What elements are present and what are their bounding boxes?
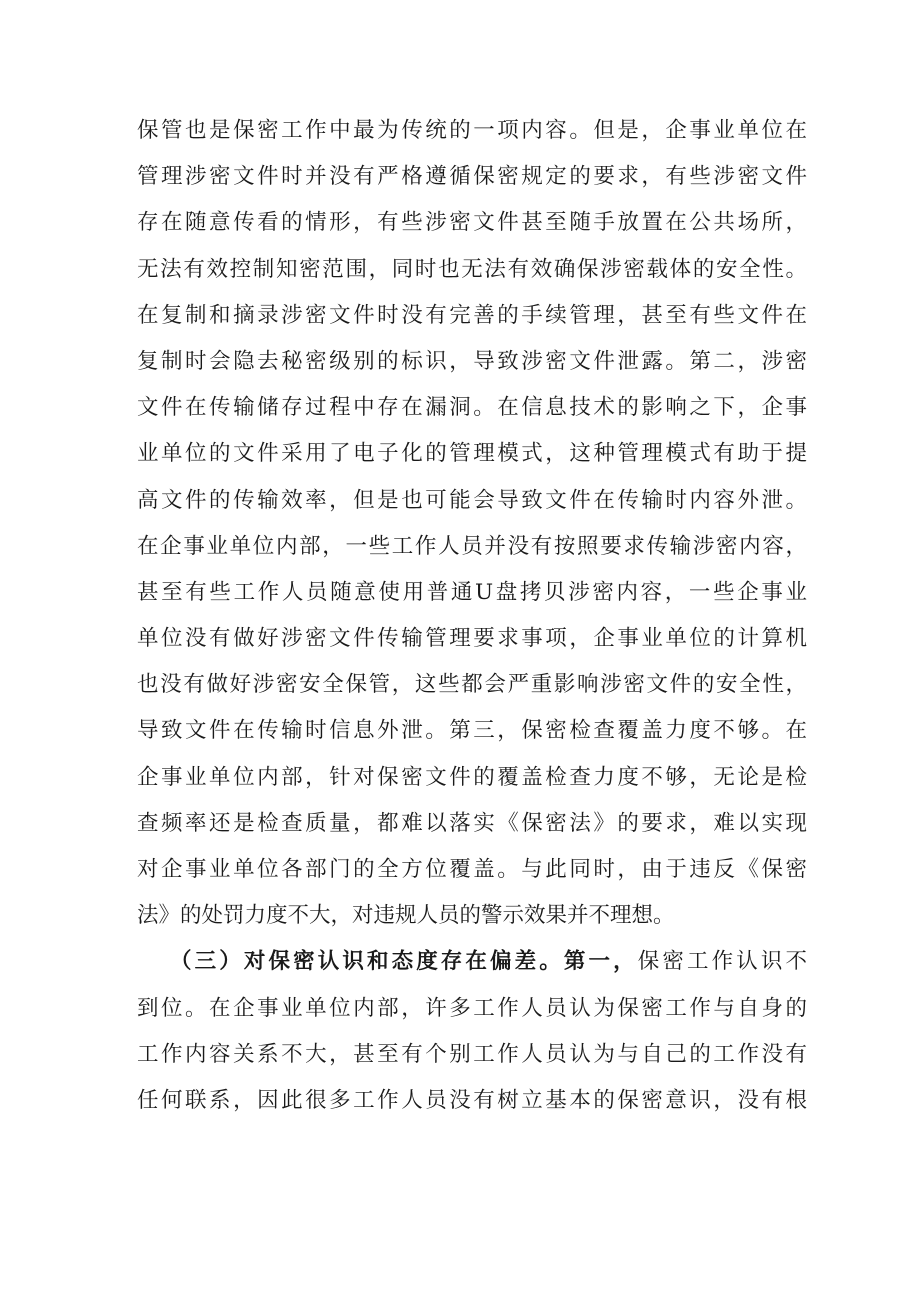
text-line: 企事业单位内部，针对保密文件的覆盖检查力度不够，无论是检 <box>137 764 807 790</box>
text-line: 单位没有做好涉密文件传输管理要求事项，企事业单位的计算机 <box>137 626 807 652</box>
text-line: 也没有做好涉密安全保管，这些都会严重影响涉密文件的安全性， <box>137 672 807 698</box>
text-line: 高文件的传输效率，但是也可能会导致文件在传输时内容外泄。 <box>137 487 807 513</box>
text-line: 任何联系，因此很多工作人员没有树立基本的保密意识，没有根 <box>137 1087 807 1113</box>
text-line: 在企事业单位内部，一些工作人员并没有按照要求传输涉密内容， <box>137 533 807 559</box>
text-line: 在复制和摘录涉密文件时没有完善的手续管理，甚至有些文件在 <box>137 302 807 328</box>
text-line: 业单位的文件采用了电子化的管理模式，这种管理模式有助于提 <box>137 441 807 467</box>
text-line: 文件在传输储存过程中存在漏洞。在信息技术的影响之下，企事 <box>137 395 807 421</box>
text-line: 无法有效控制知密范围，同时也无法有效确保涉密载体的安全性。 <box>137 256 807 282</box>
text-line: 对企事业单位各部门的全方位覆盖。与此同时，由于违反《保密 <box>137 857 807 882</box>
text-line: 导致文件在传输时信息外泄。第三，保密检查覆盖力度不够。在 <box>137 718 807 744</box>
section-heading-line <box>137 939 807 985</box>
text-line: 管理涉密文件时并没有严格遵循保密规定的要求，有些涉密文件 <box>137 164 807 190</box>
paragraph-last-line: 法》的处罚力度不大，对违规人员的警示效果并不理想。 <box>137 903 675 929</box>
text-line: 到位。在企事业单位内部，许多工作人员认为保密工作与自身的 <box>137 995 807 1021</box>
text-line: 甚至有些工作人员随意使用普通U盘拷贝涉密内容，一些企事业 <box>137 579 807 605</box>
text-line: 存在随意传看的情形，有些涉密文件甚至随手放置在公共场所， <box>137 210 807 236</box>
text-line: 保管也是保密工作中最为传统的一项内容。但是，企事业单位在 <box>137 118 807 143</box>
text-line: 查频率还是检查质量，都难以落实《保密法》的要求，难以实现 <box>137 810 807 836</box>
text-line: 复制时会隐去秘密级别的标识，导致涉密文件泄露。第二，涉密 <box>137 348 807 374</box>
text-line: 工作内容关系不大，甚至有个别工作人员认为与自己的工作没有 <box>137 1041 807 1067</box>
document-body <box>137 108 807 1124</box>
section-heading: （三）对保密认识和态度存在偏差。第一， <box>170 949 638 975</box>
heading-continuation: 保密工作认识不 <box>637 949 807 975</box>
